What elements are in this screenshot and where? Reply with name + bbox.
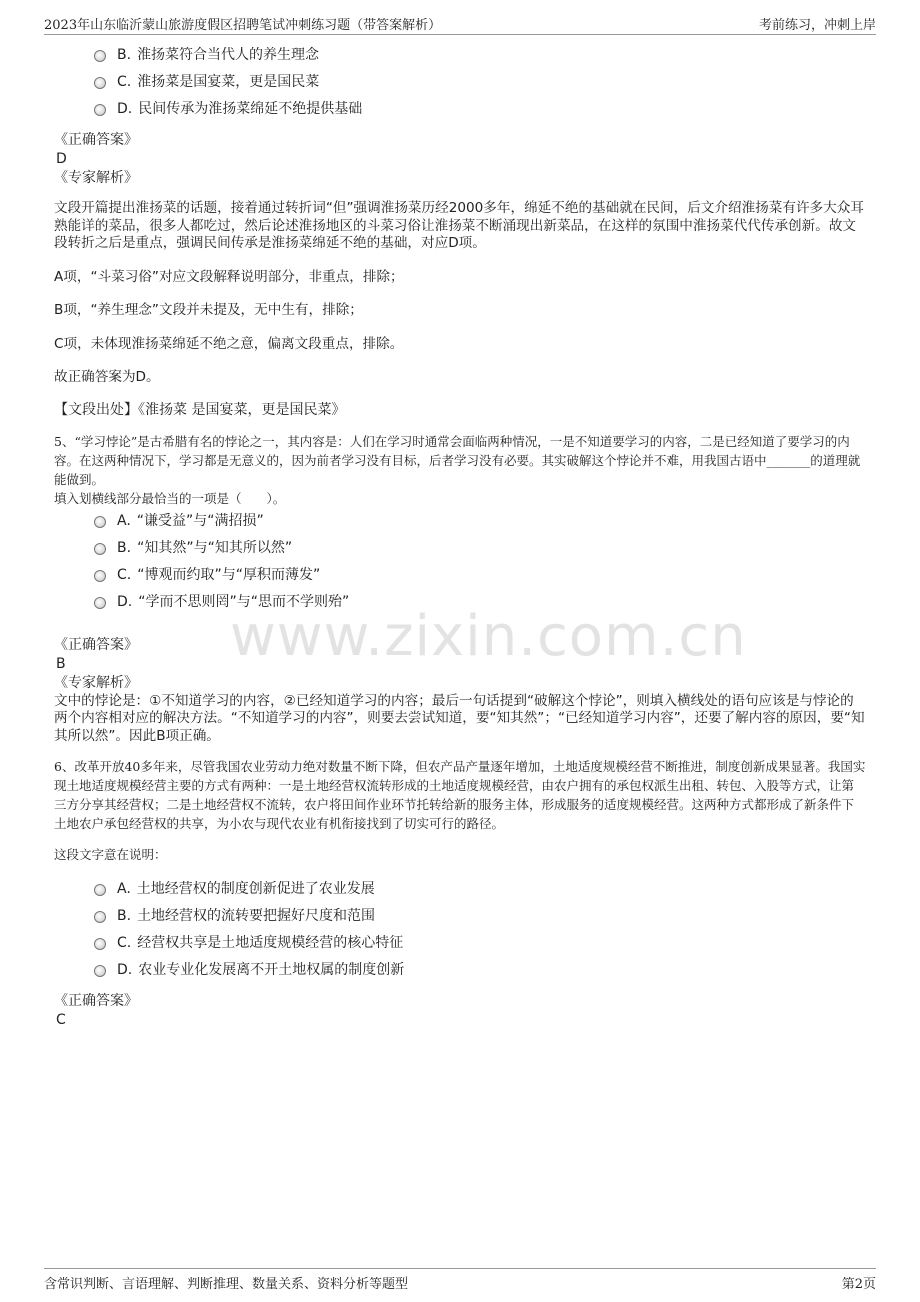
q6-options [54,876,866,984]
q4-source: 【文段出处】《淮扬菜 是国宴菜，更是国民菜》 [54,401,346,418]
q5-option-a[interactable]: A. “谦受益”与“满招损” [54,508,866,535]
q6-option-d[interactable]: D. 农业专业化发展离不开土地权属的制度创新 [54,957,866,984]
page-header [44,12,876,35]
radio-icon[interactable] [94,938,106,950]
q4-analysis-b: B项，“养生理念”文段并未提及，无中生有，排除； [54,302,363,318]
q5-stem: 5、“学习悖论”是古希腊有名的悖论之一，其内容是：人们在学习时通常会面临两种情况，一是不知道要学习的内容，二是已经知道了要学习的内容。在这两种情况下，学习都是无意义的，因为前者学习没有目标，后者学习没有必要。其实破解这个悖论并不难，用我国古语中_______的道理就能做到。 [54,433,861,487]
q6-option-c[interactable]: C. 经营权共享是土地适度规模经营的核心特征 [54,930,866,957]
radio-icon[interactable] [94,104,106,116]
q6-prompt: 这段文字意在说明： [54,847,167,862]
radio-icon[interactable] [94,50,106,62]
q5-analysis: 文中的悖论是：①不知道学习的内容，②已经知道学习的内容；最后一句话提到“破解这个悖论”，则填入横线处的语句应该是与悖论的两个内容相对应的解决方法。“不知道学习的内容”，则要去尝试知道，要“知其然”；“已经知道学习内容”，还要了解内容的原因，要“知其所以然”。因此B项正确。 [54,692,865,744]
q4-option-c[interactable]: C. 淮扬菜是国宴菜，更是国民菜 [54,69,866,96]
radio-icon[interactable] [94,516,106,528]
q6-option-b[interactable]: B. 土地经营权的流转要把握好尺度和范围 [54,903,866,930]
q4-analysis-c: C项，未体现淮扬菜绵延不绝之意，偏离文段重点，排除。 [54,335,404,352]
q5-option-d[interactable]: D. “学而不思则罔”与“思而不学则殆” [54,589,866,616]
q5-option-c[interactable]: C. “博观而约取”与“厚积而薄发” [54,562,866,589]
q6-answer: C [56,1012,66,1028]
radio-icon[interactable] [94,77,106,89]
radio-icon[interactable] [94,911,106,923]
q5-answer-label: 《正确答案》 [54,636,138,653]
page-content [54,40,866,1030]
q5-option-b[interactable]: B. “知其然”与“知其所以然” [54,535,866,562]
radio-icon[interactable] [94,570,106,582]
q5-analysis-label: 《专家解析》 [54,674,138,691]
q4-answer: D [56,151,67,167]
q4-analysis-a: A项，“斗菜习俗”对应文段解释说明部分，非重点，排除； [54,268,404,285]
watermark: www.zixin.com.cn [230,604,747,669]
q4-option-d[interactable]: D. 民间传承为淮扬菜绵延不绝提供基础 [54,96,866,123]
document-title: 2023年山东临沂蒙山旅游度假区招聘笔试冲刺练习题（带答案解析） [44,18,442,33]
q6-option-a[interactable]: A. 土地经营权的制度创新促进了农业发展 [54,876,866,903]
footer-note: 含常识判断、言语理解、判断推理、数量关系、资料分析等题型 [44,1277,409,1292]
page-number: 第2页 [841,1277,876,1292]
q4-option-b[interactable]: B. 淮扬菜符合当代人的养生理念 [54,42,866,69]
q4-options [54,42,866,123]
radio-icon[interactable] [94,597,106,609]
page-footer [44,1268,876,1291]
q4-answer-label: 《正确答案》 [54,132,138,148]
q5-options [54,508,866,616]
q5-answer: B [56,655,66,672]
q4-analysis-conclusion: 故正确答案为D。 [54,369,160,385]
q4-analysis-main: 文段开篇提出淮扬菜的话题，接着通过转折词“但”强调淮扬菜历经2000多年，绵延不绝的基础就在民间，后文介绍淮扬菜有许多大众耳熟能详的菜品，很多人都吃过，然后论述淮扬地区的斗菜习俗让淮扬菜不断涌现出新菜品，在这样的氛围中淮扬菜代代传承创新。故文段转折之后是重点，强调民间传承是淮扬菜绵延不绝的基础，对应D项。 [54,200,864,251]
q6-stem: 6、改革开放40多年来，尽管我国农业劳动力绝对数量不断下降，但农产品产量逐年增加，土地适度规模经营不断推进，制度创新成果显著。我国实现土地适度规模经营主要的方式有两种：一是土地经营权流转形成的土地适度规模经营，由农户拥有的承包权派生出租、转包、入股等方式，让第三方分享其经营权；二是土地经营权不流转，农户将田间作业环节托转给新的服务主体，形成服务的适度规模经营。这两种方式都形成了新条件下土地农户承包经营权的共享，为小农与现代农业有机衔接找到了切实可行的路径。 [54,759,866,831]
q4-analysis-label: 《专家解析》 [54,170,138,186]
header-slogan: 考前练习，冲刺上岸 [758,18,876,33]
radio-icon[interactable] [94,543,106,555]
radio-icon[interactable] [94,965,106,977]
q5-prompt: 填入划横线部分最恰当的一项是（ ）。 [54,490,286,506]
q6-answer-label: 《正确答案》 [54,993,138,1009]
radio-icon[interactable] [94,884,106,896]
